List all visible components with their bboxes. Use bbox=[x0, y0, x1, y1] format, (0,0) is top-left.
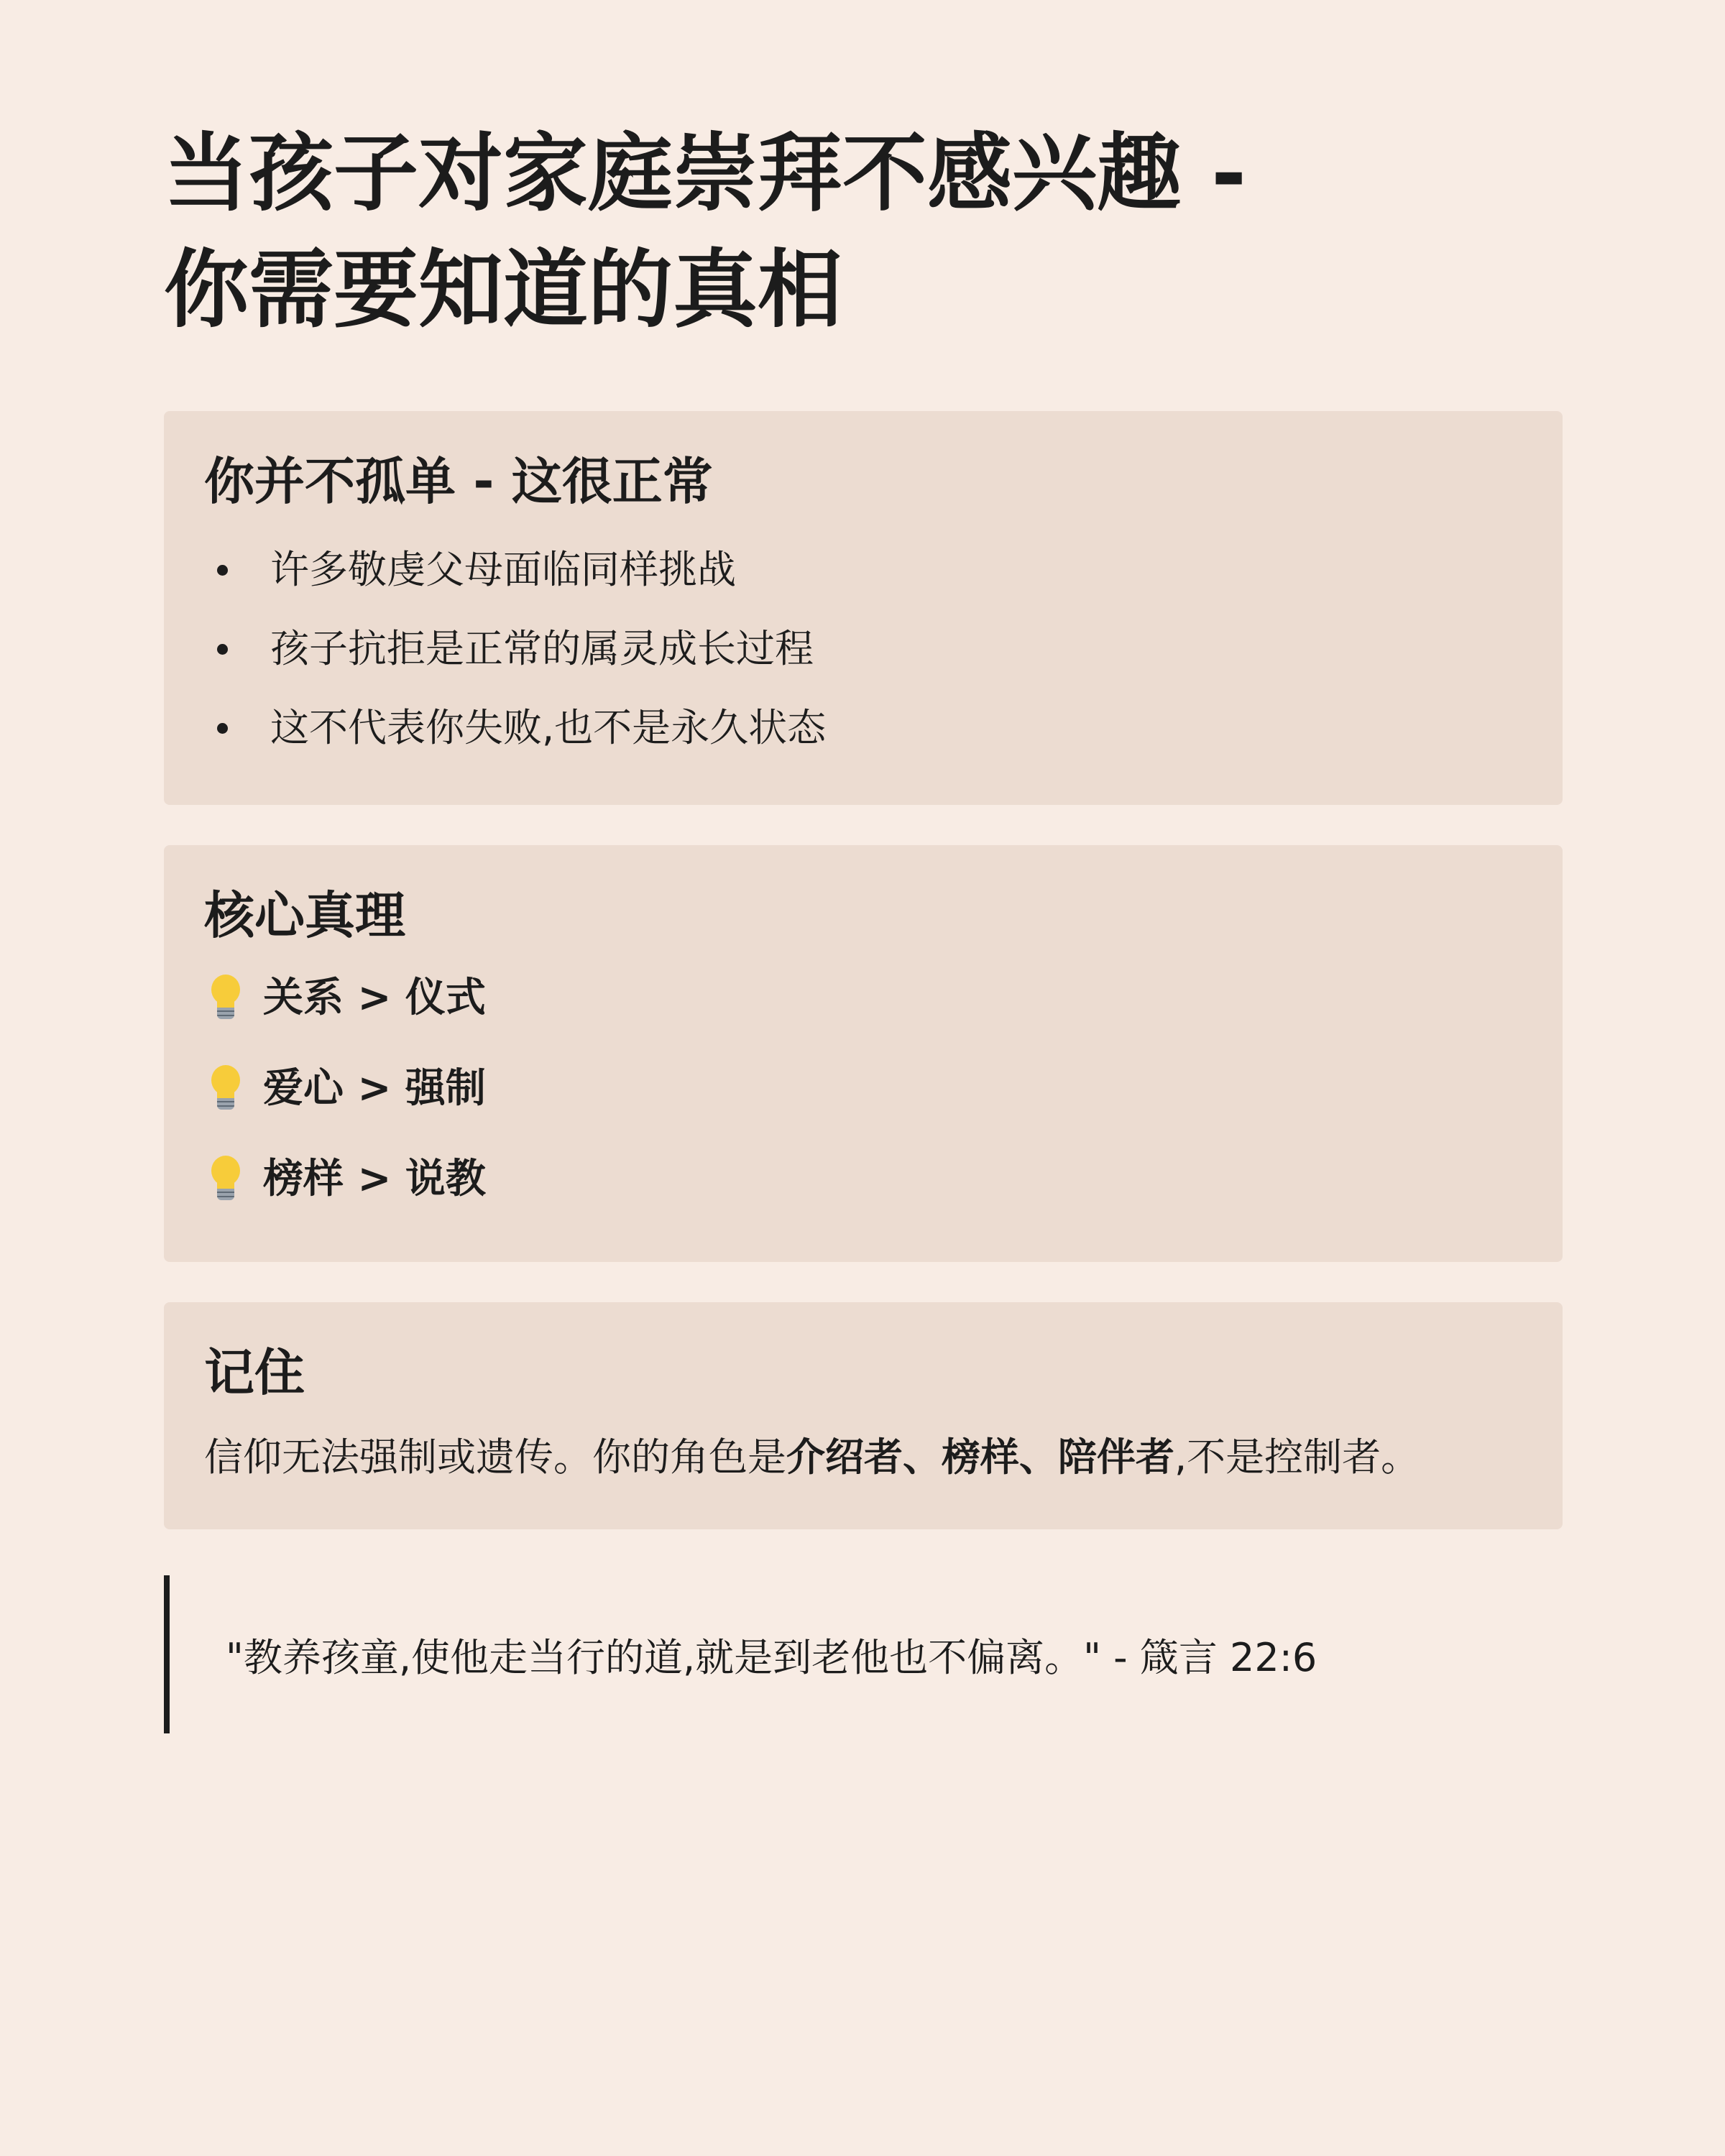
core-truths-heading: 核心真理 bbox=[204, 886, 405, 945]
list-item-text: 许多敬虔父母面临同样挑战 bbox=[270, 547, 736, 592]
quote-text: "教养孩童,使他走当行的道,就是到老他也不偏离。" - 箴言 22:6 bbox=[226, 1634, 1317, 1680]
title-line-1: 当孩子对家庭崇拜不感兴趣 - bbox=[164, 124, 1247, 223]
truth-item bbox=[204, 953, 1522, 1044]
remember-text bbox=[204, 1423, 1522, 1492]
page-title bbox=[164, 115, 1563, 348]
lightbulb-icon bbox=[204, 973, 247, 1023]
truth-text: 关系 > 仪式 bbox=[263, 975, 486, 1021]
bullet-dot bbox=[217, 723, 228, 734]
list-item-text: 这不代表你失败,也不是永久状态 bbox=[270, 705, 827, 750]
list-item-text: 孩子抗拒是正常的属灵成长过程 bbox=[270, 626, 814, 671]
remember-text-start: 信仰无法强制或遗传。你的角色是 bbox=[204, 1434, 786, 1480]
truth-item bbox=[204, 1044, 1522, 1134]
list-item bbox=[204, 609, 1522, 688]
not-alone-card bbox=[164, 411, 1563, 805]
lightbulb-icon bbox=[204, 1154, 247, 1204]
remember-heading: 记住 bbox=[204, 1343, 305, 1402]
bullet-dot bbox=[217, 644, 228, 655]
remember-text-end: ,不是控制者。 bbox=[1174, 1434, 1420, 1480]
not-alone-heading: 你并不孤单 - 这很正常 bbox=[204, 452, 713, 511]
bullet-dot bbox=[217, 565, 228, 576]
list-item bbox=[204, 530, 1522, 609]
title-line-2: 你需要知道的真相 bbox=[164, 240, 843, 339]
article bbox=[164, 115, 1563, 1733]
lightbulb-icon bbox=[204, 1064, 247, 1114]
scripture-quote bbox=[164, 1575, 1563, 1733]
truth-text: 爱心 > 强制 bbox=[263, 1065, 486, 1112]
truth-text: 榜样 > 说教 bbox=[263, 1156, 486, 1202]
truth-item bbox=[204, 1134, 1522, 1225]
remember-text-emphasis: 介绍者、榜样、陪伴者 bbox=[786, 1434, 1174, 1480]
remember-card bbox=[164, 1302, 1563, 1529]
list-item bbox=[204, 688, 1522, 768]
core-truths-card bbox=[164, 845, 1563, 1262]
core-truths-list bbox=[204, 953, 1522, 1225]
not-alone-list bbox=[204, 530, 1522, 768]
